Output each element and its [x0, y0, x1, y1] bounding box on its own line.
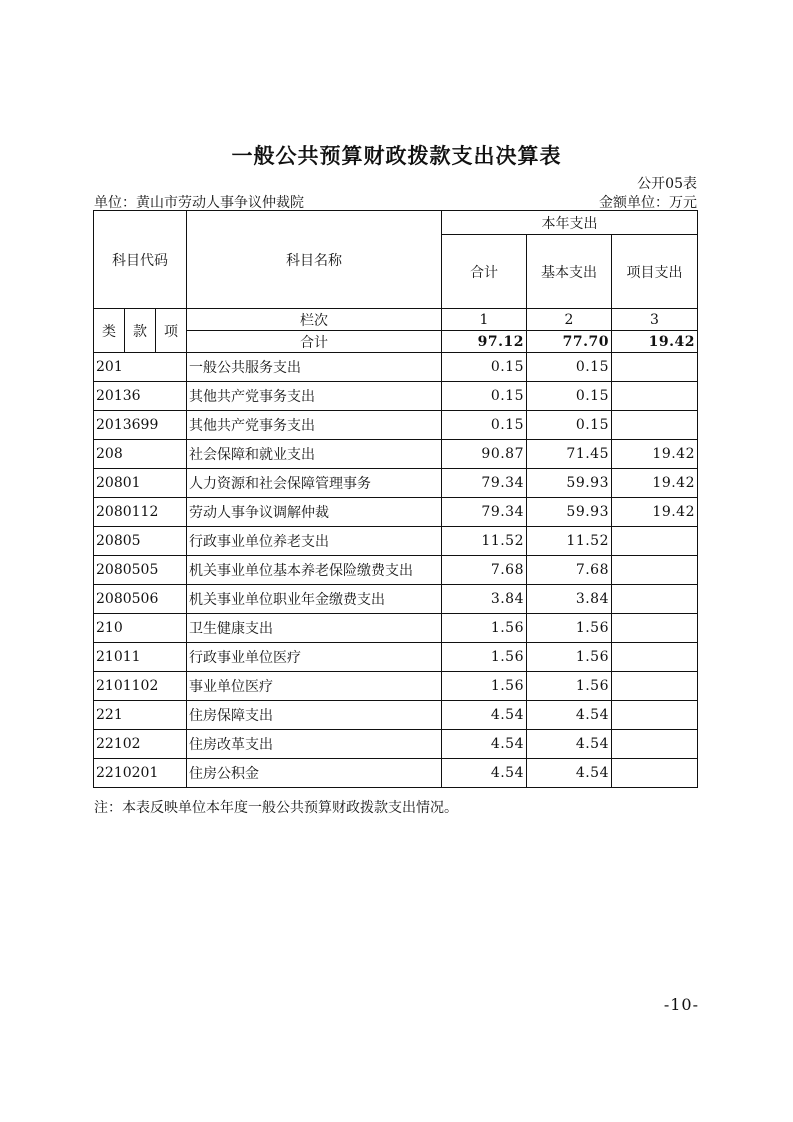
row-project: [612, 411, 698, 440]
row-project: 19.42: [612, 469, 698, 498]
total-basic: 77.70: [527, 331, 612, 353]
row-total: 4.54: [442, 701, 527, 730]
row-total: 1.56: [442, 672, 527, 701]
row-basic: 7.68: [527, 556, 612, 585]
header-subject-code: 科目代码: [94, 211, 187, 309]
page-title: 一般公共预算财政拨款支出决算表: [231, 144, 562, 168]
row-name: 住房公积金: [187, 759, 442, 788]
header-subject-name: 科目名称: [187, 211, 442, 309]
header-kuan: 款: [125, 309, 156, 353]
header-current-year: 本年支出: [442, 211, 698, 235]
row-total: 7.68: [442, 556, 527, 585]
row-basic: 1.56: [527, 643, 612, 672]
expenditure-table: [93, 210, 698, 788]
row-name: 行政事业单位养老支出: [187, 527, 442, 556]
table-row: [94, 701, 698, 730]
row-project: [612, 672, 698, 701]
row-project: [612, 556, 698, 585]
row-code: 221: [94, 701, 187, 730]
row-total: 11.52: [442, 527, 527, 556]
row-name: 行政事业单位医疗: [187, 643, 442, 672]
row-project: 19.42: [612, 498, 698, 527]
row-total: 90.87: [442, 440, 527, 469]
row-total: 4.54: [442, 730, 527, 759]
row-code: 2013699: [94, 411, 187, 440]
table-row: [94, 614, 698, 643]
row-basic: 59.93: [527, 498, 612, 527]
total-label: 合计: [187, 331, 442, 353]
row-code: 2101102: [94, 672, 187, 701]
header-xiang: 项: [156, 309, 187, 353]
row-name: 住房保障支出: [187, 701, 442, 730]
table-row: [94, 411, 698, 440]
row-basic: 3.84: [527, 585, 612, 614]
table-row: [94, 585, 698, 614]
row-code: 20805: [94, 527, 187, 556]
row-basic: 1.56: [527, 672, 612, 701]
row-name: 事业单位医疗: [187, 672, 442, 701]
row-name: 机关事业单位职业年金缴费支出: [187, 585, 442, 614]
row-code: 22102: [94, 730, 187, 759]
row-code: 20801: [94, 469, 187, 498]
row-project: [612, 382, 698, 411]
row-total: 4.54: [442, 759, 527, 788]
table-row: [94, 353, 698, 382]
row-code: 201: [94, 353, 187, 382]
row-total: 1.56: [442, 614, 527, 643]
row-basic: 4.54: [527, 730, 612, 759]
row-total: 0.15: [442, 353, 527, 382]
header-row-index: [94, 309, 698, 331]
table-row: [94, 556, 698, 585]
row-code: 21011: [94, 643, 187, 672]
row-basic: 71.45: [527, 440, 612, 469]
header-project: 项目支出: [612, 235, 698, 309]
row-total: 0.15: [442, 382, 527, 411]
row-name: 其他共产党事务支出: [187, 411, 442, 440]
row-total: 1.56: [442, 643, 527, 672]
row-project: [612, 614, 698, 643]
row-basic: 59.93: [527, 469, 612, 498]
row-name: 劳动人事争议调解仲裁: [187, 498, 442, 527]
row-total: 79.34: [442, 498, 527, 527]
row-name: 社会保障和就业支出: [187, 440, 442, 469]
row-basic: 1.56: [527, 614, 612, 643]
row-name: 住房改革支出: [187, 730, 442, 759]
header-col1: 1: [442, 309, 527, 331]
footnote: 注：本表反映单位本年度一般公共预算财政拨款支出情况。: [94, 800, 458, 816]
row-name: 其他共产党事务支出: [187, 382, 442, 411]
total-amount: 97.12: [442, 331, 527, 353]
row-project: 19.42: [612, 440, 698, 469]
row-code: 2080112: [94, 498, 187, 527]
row-basic: 11.52: [527, 527, 612, 556]
table-row: [94, 672, 698, 701]
header-row-1: [94, 211, 698, 235]
header-col3: 3: [612, 309, 698, 331]
amount-unit: 金额单位：万元: [599, 195, 697, 211]
row-code: 210: [94, 614, 187, 643]
row-basic: 4.54: [527, 759, 612, 788]
row-total: 3.84: [442, 585, 527, 614]
table-row: [94, 469, 698, 498]
row-basic: 0.15: [527, 353, 612, 382]
header-lei: 类: [94, 309, 125, 353]
table-row: [94, 527, 698, 556]
row-basic: 4.54: [527, 701, 612, 730]
row-code: 20136: [94, 382, 187, 411]
row-project: [612, 701, 698, 730]
row-project: [612, 353, 698, 382]
row-name: 一般公共服务支出: [187, 353, 442, 382]
header-basic: 基本支出: [527, 235, 612, 309]
header-total: 合计: [442, 235, 527, 309]
unit-label: 单位：黄山市劳动人事争议仲裁院: [94, 195, 304, 211]
total-project: 19.42: [612, 331, 698, 353]
row-basic: 0.15: [527, 411, 612, 440]
row-code: 2210201: [94, 759, 187, 788]
row-total: 0.15: [442, 411, 527, 440]
table-row: [94, 759, 698, 788]
form-code: 公开05表: [637, 176, 697, 192]
row-name: 人力资源和社会保障管理事务: [187, 469, 442, 498]
header-column-index: 栏次: [187, 309, 442, 331]
table-row: [94, 643, 698, 672]
table-row: [94, 382, 698, 411]
row-project: [612, 585, 698, 614]
row-code: 208: [94, 440, 187, 469]
row-project: [612, 759, 698, 788]
row-name: 机关事业单位基本养老保险缴费支出: [187, 556, 442, 585]
row-code: 2080505: [94, 556, 187, 585]
table-row: [94, 498, 698, 527]
row-code: 2080506: [94, 585, 187, 614]
table-row: [94, 440, 698, 469]
table-row: [94, 730, 698, 759]
row-basic: 0.15: [527, 382, 612, 411]
row-project: [612, 643, 698, 672]
row-name: 卫生健康支出: [187, 614, 442, 643]
row-project: [612, 730, 698, 759]
row-total: 79.34: [442, 469, 527, 498]
header-col2: 2: [527, 309, 612, 331]
page-number: -10-: [663, 995, 699, 1014]
row-project: [612, 527, 698, 556]
